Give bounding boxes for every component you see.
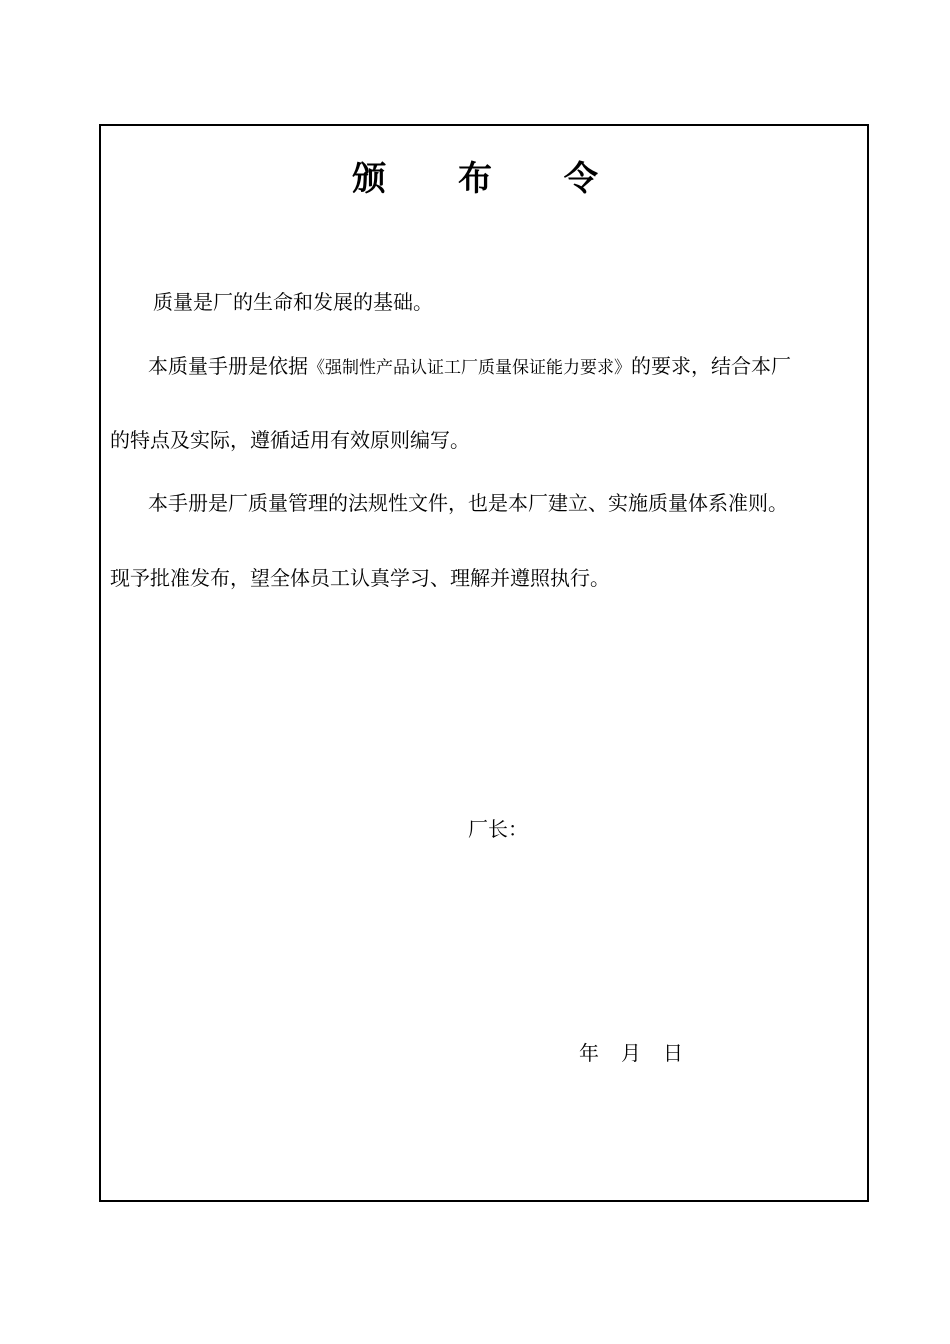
- date-month: 月: [621, 1041, 641, 1065]
- paragraph-1: 质量是厂的生命和发展的基础。: [153, 290, 433, 314]
- paragraph-3-line-2: 现予批准发布，望全体员工认真学习、理解并遵照执行。: [110, 566, 610, 590]
- document-border: [99, 124, 869, 1202]
- date-day: 日: [663, 1041, 683, 1065]
- paragraph-2-lead: 本质量手册是依据: [148, 354, 308, 378]
- paragraph-3-line-1: 本手册是厂质量管理的法规性文件，也是本厂建立、实施质量体系准则。: [148, 491, 788, 515]
- signature-label: 厂长：: [468, 817, 528, 841]
- paragraph-2-line-1: [148, 352, 791, 382]
- date-year: 年: [579, 1041, 599, 1065]
- title-text: 颁 布 令: [352, 159, 628, 199]
- date-line: [579, 1039, 683, 1067]
- paragraph-2-line-2: 的特点及实际，遵循适用有效原则编写。: [110, 428, 470, 452]
- document-title: [0, 157, 950, 201]
- paragraph-2-tail: 的要求，结合本厂: [631, 354, 791, 378]
- paragraph-2-citation: 《强制性产品认证工厂质量保证能力要求》: [308, 358, 631, 378]
